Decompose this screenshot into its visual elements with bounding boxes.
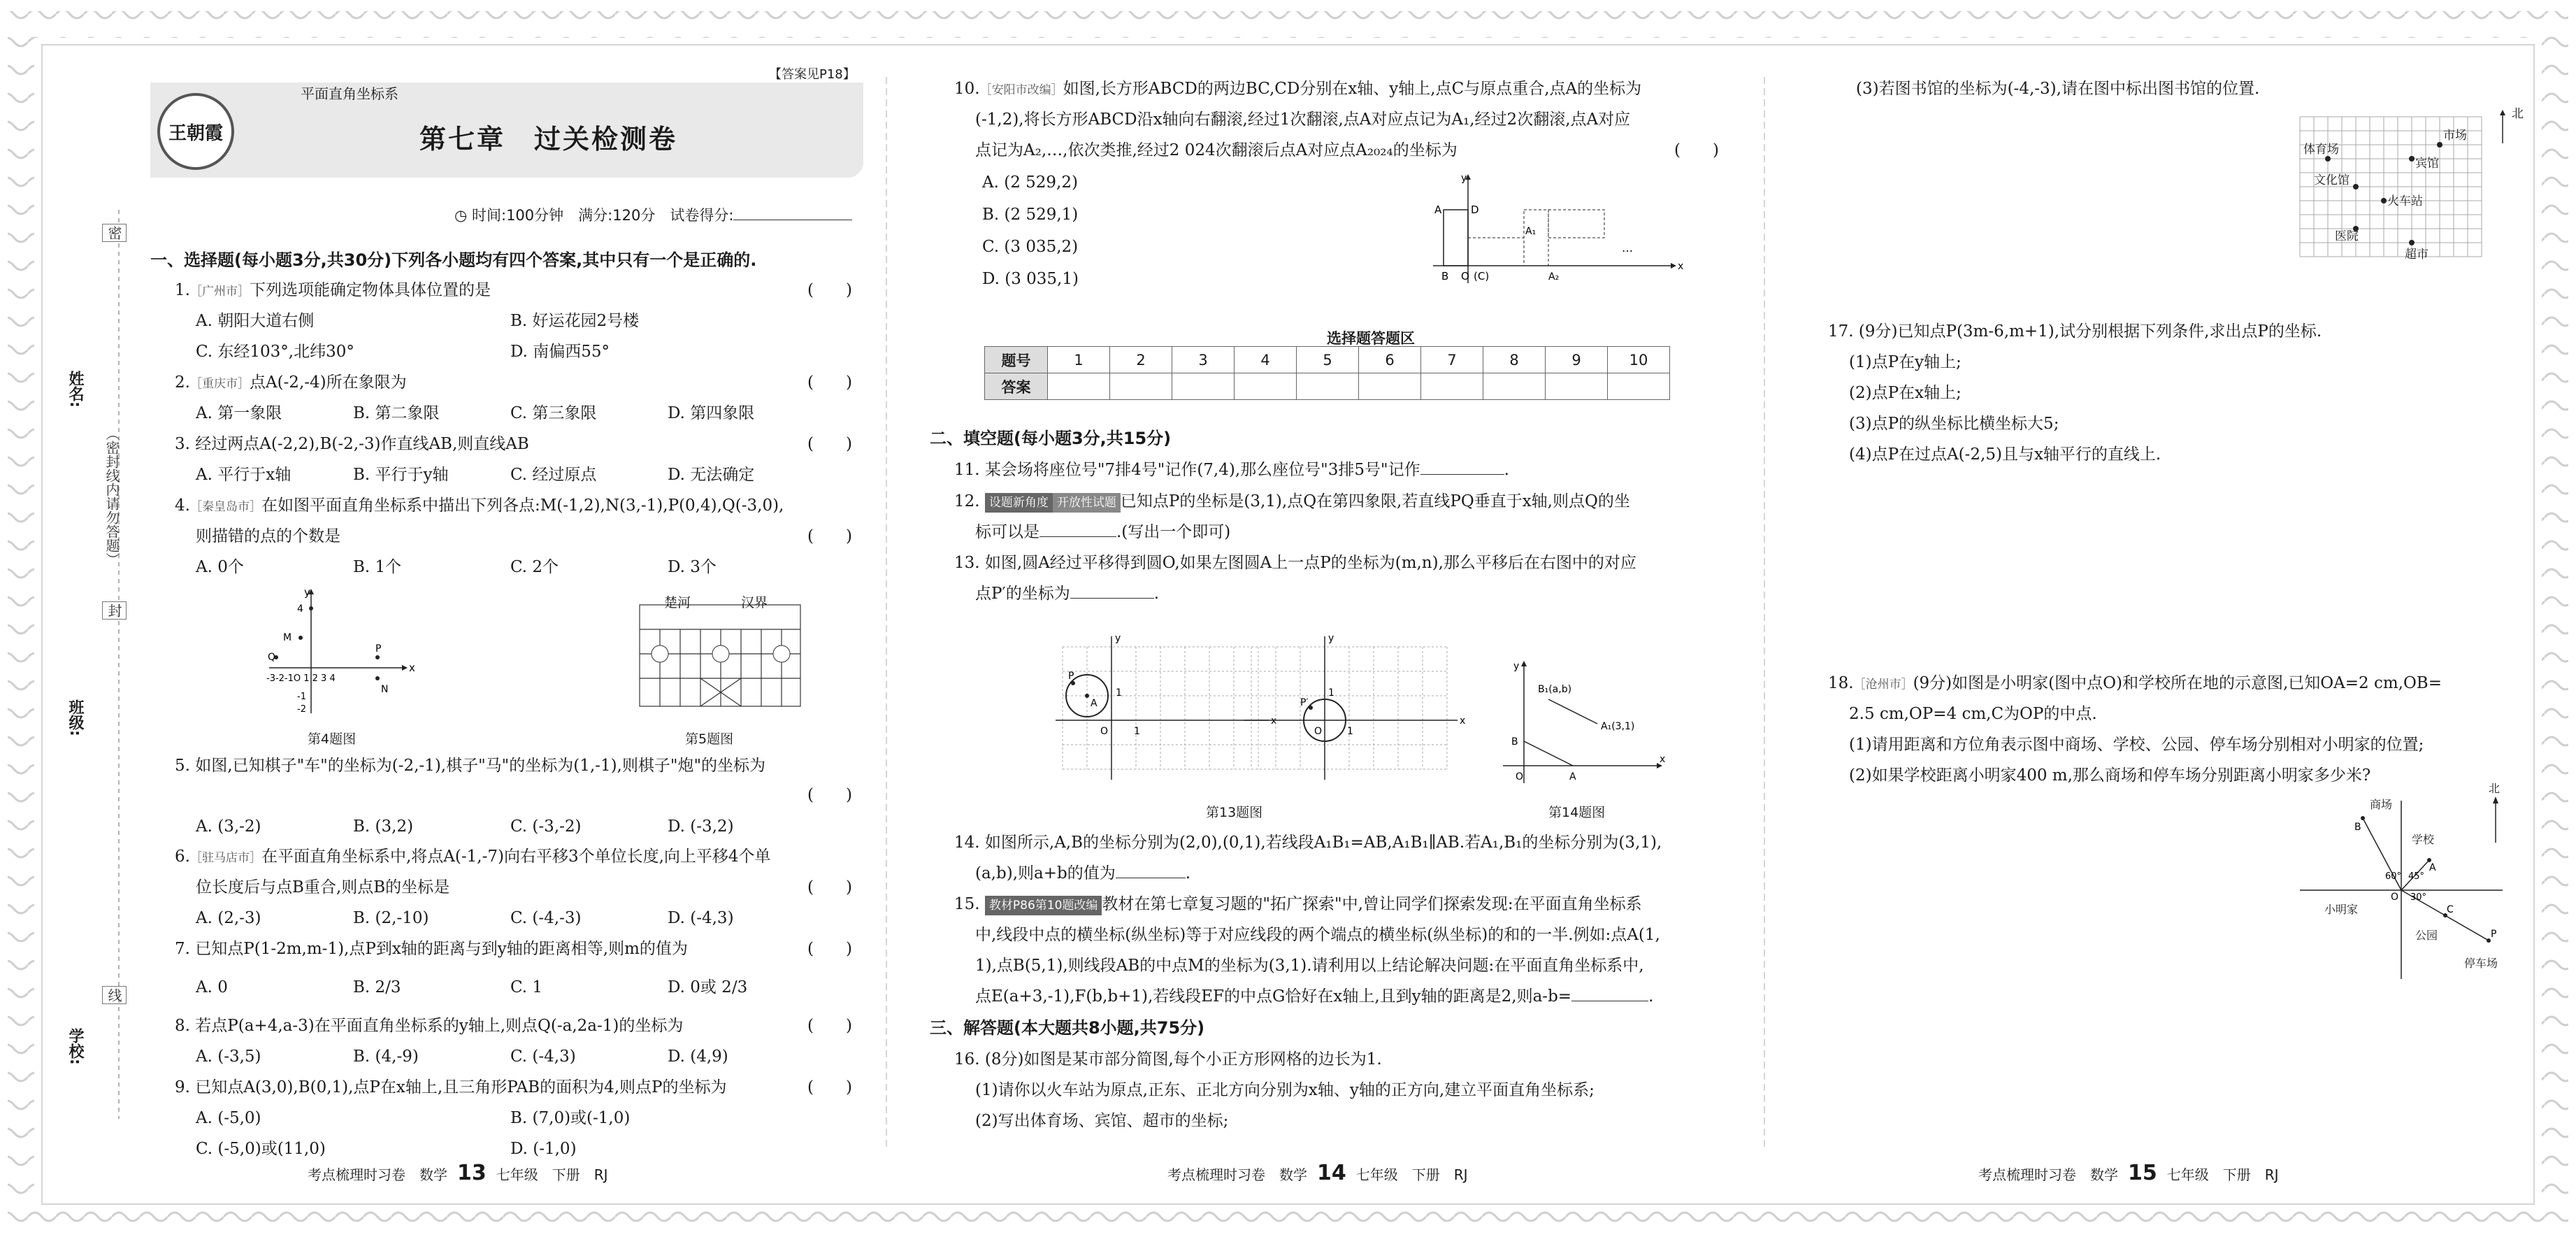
q2-number: 2. xyxy=(175,373,190,392)
q9-option-c: C. (-5,0)或(11,0) xyxy=(196,1140,326,1158)
q18-line2: 2.5 cm,OP=4 cm,C为OP的中点. xyxy=(1849,705,2097,723)
q2-option-c: C. 第三象限 xyxy=(510,404,597,422)
answer-table-num: 8 xyxy=(1483,347,1546,373)
map-north-label: 北 xyxy=(2512,107,2524,121)
answer-table-num: 1 xyxy=(1048,347,1110,373)
q5-option-a: A. (3,-2) xyxy=(196,817,261,836)
svg-text:B: B xyxy=(2354,822,2361,833)
q6-option-a: A. (2,-3) xyxy=(196,909,261,927)
seal-mark-2: 封 xyxy=(102,601,127,620)
q14-line2: (a,b),则a+b的值为 . xyxy=(975,864,1191,882)
q3-answer-paren[interactable]: ( ) xyxy=(807,435,852,453)
q3-option-a: A. 平行于x轴 xyxy=(196,466,292,484)
q5-option-d: D. (-3,2) xyxy=(668,817,734,836)
svg-text:1: 1 xyxy=(1347,726,1353,737)
q2-option-b: B. 第二象限 xyxy=(353,404,440,422)
q2-tag: ［重庆市］ xyxy=(189,377,250,391)
answer-table-answer-row xyxy=(985,373,1670,400)
svg-text:-3-2-1O 1 2 3 4: -3-2-1O 1 2 3 4 xyxy=(266,673,336,684)
q3-option-d: D. 无法确定 xyxy=(668,466,755,484)
answer-cell[interactable] xyxy=(1421,373,1483,400)
q9-answer-paren[interactable]: ( ) xyxy=(807,1078,852,1096)
answer-table-row2-label: 答案 xyxy=(985,373,1048,400)
answer-table-num: 7 xyxy=(1421,347,1483,373)
q10-tag: ［安阳市改编］ xyxy=(979,83,1063,97)
q12-text xyxy=(954,486,1630,517)
q13-line1: 13. 如图,圆A经过平移得到圆O,如果左图圆A上一点P的坐标为(m,n),那么平移后在右图中的对应 xyxy=(954,554,1636,572)
clock-icon: ◷ xyxy=(454,207,472,224)
svg-text:x: x xyxy=(1660,754,1666,765)
svg-text:x: x xyxy=(1271,715,1277,727)
q5-option-c: C. (-3,-2) xyxy=(510,817,582,836)
q9-option-a: A. (-5,0) xyxy=(196,1109,261,1127)
svg-text:O: O xyxy=(1516,771,1524,782)
fig18-label-school: 学校 xyxy=(2412,833,2435,846)
q4-option-b: B. 1个 xyxy=(353,558,402,576)
page-title: 第七章 过关检测卷 xyxy=(419,124,678,155)
figure-4-caption: 第4题图 xyxy=(308,731,357,747)
angle-label-60: 60° xyxy=(2385,871,2402,882)
q6-stem-line2: 位长度后与点B重合,则点B的坐标是 xyxy=(196,878,450,896)
q4-stem xyxy=(175,490,784,522)
q6-option-d: D. (-4,3) xyxy=(668,909,734,927)
q9-option-d: D. (-1,0) xyxy=(510,1140,577,1158)
class-label: 班级: xyxy=(66,699,84,736)
figure-13-right-grid xyxy=(1237,633,1468,790)
svg-text:A: A xyxy=(1569,771,1576,782)
figure-10-rolling-rectangle xyxy=(1419,171,1685,287)
map-label-stadium: 体育场 xyxy=(2303,143,2339,157)
q4-option-d: D. 3个 xyxy=(668,558,717,576)
fig18-label-home: 小明家 xyxy=(2324,903,2359,916)
page-number: 13 xyxy=(457,1161,487,1185)
svg-text:O: O xyxy=(2391,892,2399,903)
q7-option-d: D. 0或 2/3 xyxy=(668,978,748,996)
q18-line1-text: (9分)如图是小明家(图中点O)和学校所在地的示意图,已知OA=2 cm,OB= xyxy=(1913,674,2442,692)
svg-text:y: y xyxy=(1115,633,1121,644)
q1-stem xyxy=(175,275,491,307)
seal-mark: 密 xyxy=(102,224,127,242)
svg-text:A₁(3,1): A₁(3,1) xyxy=(1601,721,1635,732)
answer-cell[interactable] xyxy=(1110,373,1172,400)
q7-stem: 7. 已知点P(1-2m,m-1),点P到x轴的距离与到y轴的距离相等,则m的值为 xyxy=(175,940,688,958)
q17-line2: (1)点P在y轴上; xyxy=(1849,353,1962,371)
publisher-logo xyxy=(157,93,234,170)
q10-line2: (-1,2),将长方形ABCD沿x轴向右翻滚,经过1次翻滚,点A对应点记为A₁,经过2次翻滚,点A对应 xyxy=(975,110,1631,129)
svg-text:1: 1 xyxy=(1134,726,1140,737)
q4-number: 4. xyxy=(175,496,190,515)
q2-stem xyxy=(175,367,407,399)
q12-badge-open: 开放性试题 xyxy=(1053,493,1121,513)
answer-cell[interactable] xyxy=(1608,373,1670,400)
q12-blank[interactable] xyxy=(1039,536,1116,537)
seal-note: （密封线内请勿答题） xyxy=(103,427,120,566)
map-label-supermarket: 超市 xyxy=(2405,248,2429,262)
q12-badge-new-angle: 设题新角度 xyxy=(985,493,1053,513)
fig18-north-label: 北 xyxy=(2489,782,2501,795)
q10-option-c: C. (3 035,2) xyxy=(982,238,1079,256)
q13-line2: 点P′的坐标为 . xyxy=(975,585,1160,603)
fig18-label-mall: 商场 xyxy=(2370,798,2393,811)
svg-text:x: x xyxy=(1678,261,1684,272)
q5-answer-paren[interactable]: ( ) xyxy=(807,786,852,804)
q2-text: 点A(-2,-4)所在象限为 xyxy=(249,373,407,392)
exam-info xyxy=(454,204,852,225)
svg-text:-2: -2 xyxy=(297,704,306,715)
q7-option-b: B. 2/3 xyxy=(353,978,401,996)
answer-table xyxy=(984,346,1670,400)
q17-line3: (2)点P在x轴上; xyxy=(1849,384,1962,402)
figure-13-caption: 第13题图 xyxy=(1206,805,1263,820)
fig18-label-park: 公园 xyxy=(2415,929,2438,942)
svg-text:y: y xyxy=(1461,173,1467,184)
page-number: 15 xyxy=(2128,1161,2157,1185)
q1-tag: ［广州市］ xyxy=(189,285,250,299)
q4-tag: ［秦皇岛市］ xyxy=(189,500,261,514)
footer-page-14 xyxy=(1167,1161,1468,1185)
q16-line1: 16. (8分)如图是某市部分简图,每个小正方形网格的边长为1. xyxy=(954,1050,1382,1068)
svg-text:A: A xyxy=(1434,203,1442,216)
map-label-hotel: 宾馆 xyxy=(2415,157,2439,171)
svg-text:…: … xyxy=(1622,241,1633,255)
q17-line4: (3)点P的纵坐标比横坐标大5; xyxy=(1849,415,2059,433)
svg-text:4: 4 xyxy=(297,603,303,615)
svg-text:C: C xyxy=(2447,904,2454,915)
q6-number: 6. xyxy=(175,848,190,866)
svg-text:(C): (C) xyxy=(1474,270,1490,283)
svg-text:D: D xyxy=(1471,203,1479,216)
q4-text: 在如图平面直角坐标系中描出下列各点:M(-1,2),N(3,-1),P(0,4),Q(-3,0), xyxy=(261,496,784,515)
answer-table-row1-label: 题号 xyxy=(985,347,1048,373)
q12-line2 xyxy=(975,517,1230,548)
angle-label-45: 45° xyxy=(2408,871,2425,882)
q8-stem: 8. 若点P(a+4,a-3)在平面直角坐标系的y轴上,则点Q(-a,2a-1)的坐标为 xyxy=(175,1017,684,1035)
q12-line2-text: 标可以是 xyxy=(975,523,1039,541)
q1-option-a: A. 朝阳大道右侧 xyxy=(196,312,315,330)
svg-text:A: A xyxy=(1091,698,1098,709)
fig18-label-parking: 停车场 xyxy=(2464,957,2498,970)
q15-badge-textbook: 教材P86第10题改编 xyxy=(985,896,1102,915)
q3-option-c: C. 经过原点 xyxy=(510,466,597,484)
q12-line1: 已知点P的坐标是(3,1),点Q在第四象限,若直线PQ垂直于x轴,则点Q的坐 xyxy=(1120,492,1630,510)
answer-cell[interactable] xyxy=(1048,373,1110,400)
chess-river-han: 汉界 xyxy=(741,595,768,610)
svg-text:A₁: A₁ xyxy=(1525,226,1537,237)
svg-text:N: N xyxy=(381,684,389,695)
q6-text: 在平面直角坐标系中,将点A(-1,-7)向右平移3个单位长度,向上平移4个单 xyxy=(261,848,771,866)
q9-option-b: B. (7,0)或(-1,0) xyxy=(510,1109,631,1127)
q16-line4: (3)若图书馆的坐标为(-4,-3),请在图中标出图书馆的位置. xyxy=(1856,80,2260,98)
q10-number: 10. xyxy=(954,80,980,98)
angle-label-30: 30° xyxy=(2410,892,2427,903)
figure-4-coordinate-plot xyxy=(262,587,444,720)
footer-page-15 xyxy=(1978,1161,2279,1185)
q18-line3: (1)请用距离和方位角表示图中商场、学校、公园、停车场分别相对小明家的位置; xyxy=(1849,736,2424,754)
svg-text:P: P xyxy=(375,643,382,655)
answer-table-title: 选择题答题区 xyxy=(1327,330,1415,347)
topic-label: 平面直角坐标系 xyxy=(301,85,398,102)
name-label: 姓名: xyxy=(66,371,84,408)
answer-cell[interactable] xyxy=(1483,373,1546,400)
footer-left-text: 考点梳理时习卷 数学 xyxy=(1167,1166,1307,1183)
q1-text: 下列选项能确定物体具体位置的是 xyxy=(249,281,491,299)
figure-14-caption: 第14题图 xyxy=(1548,805,1606,820)
answer-cell[interactable] xyxy=(1297,373,1359,400)
svg-text:-1: -1 xyxy=(297,692,306,702)
q3-option-b: B. 平行于y轴 xyxy=(353,466,449,484)
answer-table-num: 3 xyxy=(1172,347,1235,373)
svg-text:A₂: A₂ xyxy=(1548,271,1560,283)
answer-cell[interactable] xyxy=(1172,373,1235,400)
q8-option-a: A. (-3,5) xyxy=(196,1048,261,1066)
section-2-title: 二、填空题(每小题3分,共15分) xyxy=(930,429,1172,448)
q12-line2-tail: .(写出一个即可) xyxy=(1116,523,1231,541)
answer-table-header-row xyxy=(985,347,1670,373)
q1-option-d: D. 南偏西55° xyxy=(510,343,610,361)
svg-text:Q: Q xyxy=(268,652,276,663)
svg-text:O: O xyxy=(1100,726,1109,737)
svg-text:O: O xyxy=(1461,270,1469,283)
svg-text:M: M xyxy=(283,632,292,643)
answer-table-num: 6 xyxy=(1359,347,1421,373)
svg-text:y: y xyxy=(1513,661,1520,672)
q10-option-b: B. (2 529,1) xyxy=(982,206,1079,224)
q11-text: 11. 某会场将座位号"7排4号"记作(7,4),那么座位号"3排5号"记作 . xyxy=(954,461,1509,479)
q11-blank[interactable] xyxy=(1420,474,1504,475)
svg-text:O: O xyxy=(1314,726,1323,737)
q4-stem-line2: 则描错的点的个数是 xyxy=(196,527,340,545)
q6-tag: ［驻马店市］ xyxy=(189,851,261,865)
svg-text:B₁(a,b): B₁(a,b) xyxy=(1538,684,1572,695)
svg-text:B: B xyxy=(1511,736,1518,748)
svg-text:1: 1 xyxy=(1328,687,1334,699)
map-label-market: 市场 xyxy=(2443,129,2467,143)
q10-line1: 如图,长方形ABCD的两边BC,CD分别在x轴、y轴上,点C与原点重合,点A的坐标为 xyxy=(1063,80,1642,98)
answer-table-num: 5 xyxy=(1297,347,1359,373)
map-label-hospital: 医院 xyxy=(2335,229,2359,243)
footer-right-text: 七年级 下册 RJ xyxy=(1355,1166,1468,1183)
q1-option-b: B. 好运花园2号楼 xyxy=(510,312,640,330)
logo-text: 王朝霞 xyxy=(168,122,223,144)
q5-stem: 5. 如图,已知棋子"车"的坐标为(-2,-1),棋子"马"的坐标为(1,-1),则棋子"炮"的坐标为 xyxy=(175,757,766,775)
seal-mark-3: 线 xyxy=(102,986,127,1004)
q18-tag: ［沧州市］ xyxy=(1853,678,1913,692)
footer-right-text: 七年级 下册 RJ xyxy=(496,1166,608,1183)
q7-answer-paren[interactable]: ( ) xyxy=(807,940,852,958)
q4-option-c: C. 2个 xyxy=(510,558,559,576)
q15-number: 15. xyxy=(954,895,980,913)
q11-stem: 11. 某会场将座位号"7排4号"记作(7,4),那么座位号"3排5号"记作 xyxy=(954,461,1420,479)
q6-option-b: B. (2,-10) xyxy=(353,909,429,927)
footer-left-text: 考点梳理时习卷 数学 xyxy=(1978,1166,2118,1183)
exam-info-text: 时间:100分钟 满分:120分 试卷得分: xyxy=(472,207,734,224)
svg-text:P: P xyxy=(1068,671,1074,682)
q4-answer-paren[interactable]: ( ) xyxy=(807,527,852,545)
q18-line1 xyxy=(1828,668,2442,700)
chess-river-chu: 楚河 xyxy=(664,595,691,610)
q4-option-a: A. 0个 xyxy=(196,558,244,576)
q10-option-d: D. (3 035,1) xyxy=(982,270,1079,288)
footer-page-13 xyxy=(308,1161,608,1185)
figure-5-chess-board xyxy=(636,601,804,713)
q8-option-d: D. (4,9) xyxy=(668,1048,728,1066)
q6-answer-paren[interactable]: ( ) xyxy=(807,878,852,896)
q15-line1 xyxy=(954,889,1642,920)
q15-line4: 点E(a+3,-1),F(b,b+1),若线段EF的中点G恰好在x轴上,且到y轴的距离是2,则a-b= . xyxy=(975,987,1654,1006)
svg-text:1: 1 xyxy=(1116,687,1122,699)
q15-line2: 中,线段中点的横坐标(纵坐标)等于对应线段的两个端点的横坐标(纵坐标)的和的一半.例如:点A(1, xyxy=(975,926,1660,944)
svg-text:y: y xyxy=(304,586,310,599)
q2-option-d: D. 第四象限 xyxy=(668,404,755,422)
svg-text:P′: P′ xyxy=(1300,697,1309,708)
q13-blank[interactable] xyxy=(1070,598,1154,599)
q7-option-c: C. 1 xyxy=(510,978,543,996)
q8-answer-paren[interactable]: ( ) xyxy=(807,1017,852,1035)
footer-left-text: 考点梳理时习卷 数学 xyxy=(308,1166,447,1183)
answer-table-num: 9 xyxy=(1546,347,1608,373)
answer-cell[interactable] xyxy=(1235,373,1297,400)
q18-number: 18. xyxy=(1828,674,1854,692)
q16-line2: (1)请你以火车站为原点,正东、正北方向分别为x轴、y轴的正方向,建立平面直角坐标系; xyxy=(975,1081,1595,1099)
q2-answer-paren[interactable]: ( ) xyxy=(807,373,852,392)
figure-5-caption: 第5题图 xyxy=(685,731,734,747)
q15-line3: 1),点B(5,1),则线段AB的中点M的坐标为(3,1).请利用以上结论解决问题:在平面直角坐标系中, xyxy=(975,957,1644,975)
q3-stem: 3. 经过两点A(-2,2),B(-2,-3)作直线AB,则直线AB xyxy=(175,435,529,453)
answer-cell[interactable] xyxy=(1359,373,1421,400)
svg-text:y: y xyxy=(1328,633,1334,644)
q5-option-b: B. (3,2) xyxy=(353,817,414,836)
map-label-train-station: 火车站 xyxy=(2387,194,2423,208)
q15-line4-text: 点E(a+3,-1),F(b,b+1),若线段EF的中点G恰好在x轴上,且到y轴的距离是2,则a-b= xyxy=(975,987,1572,1006)
q2-option-a: A. 第一象限 xyxy=(196,404,282,422)
q18-line4: (2)如果学校距离小明家400 m,那么商场和停车场分别距离小明家多少米? xyxy=(1849,766,2371,785)
svg-text:A: A xyxy=(2429,862,2436,873)
q14-line2-text: (a,b),则a+b的值为 xyxy=(975,864,1116,882)
answer-table-num: 2 xyxy=(1110,347,1172,373)
answer-table-num: 4 xyxy=(1235,347,1297,373)
q17-line5: (4)点P在过点A(-2,5)且与x轴平行的直线上. xyxy=(1849,445,2161,464)
q16-city-map-grid xyxy=(2300,108,2524,311)
q10-line3: 点记为A₂,…,依次类推,经过2 024次翻滚后点A对应点A₂₀₂₄的坐标为 xyxy=(975,141,1458,159)
q17-line1: 17. (9分)已知点P(3m-6,m+1),试分别根据下列条件,求出点P的坐标. xyxy=(1828,322,2322,341)
q12-number: 12. xyxy=(954,492,980,510)
q14-line1: 14. 如图所示,A,B的坐标分别为(2,0),(0,1),若线段A₁B₁=AB,A₁B₁∥AB.若A₁,B₁的坐标分别为(3,1), xyxy=(954,834,1662,852)
q1-answer-paren[interactable]: ( ) xyxy=(807,281,852,299)
q15-line1-text: 教材在第七章复习题的"拓广探索"中,曾让同学们探索发现:在平面直角坐标系 xyxy=(1102,895,1642,913)
q10-option-a: A. (2 529,2) xyxy=(982,173,1078,192)
q9-stem: 9. 已知点A(3,0),B(0,1),点P在x轴上,且三角形PAB的面积为4,则点P的坐标为 xyxy=(175,1078,727,1096)
q8-option-b: B. (4,-9) xyxy=(353,1048,419,1066)
q6-stem xyxy=(175,841,771,873)
answer-cell[interactable] xyxy=(1546,373,1608,400)
q1-option-c: C. 东经103°,北纬30° xyxy=(196,343,354,361)
answer-reference: 【答案见P18】 xyxy=(769,67,856,82)
footer-right-text: 七年级 下册 RJ xyxy=(2166,1166,2279,1183)
school-label: 学校: xyxy=(66,1028,84,1065)
q16-line3: (2)写出体育场、宾馆、超市的坐标; xyxy=(975,1112,1229,1130)
svg-text:x: x xyxy=(409,662,415,674)
svg-text:B: B xyxy=(1441,270,1449,283)
page-number: 14 xyxy=(1317,1161,1346,1185)
svg-text:x: x xyxy=(1460,715,1466,727)
svg-text:P: P xyxy=(2491,929,2497,940)
q8-option-c: C. (-4,3) xyxy=(510,1048,576,1066)
q1-number: 1. xyxy=(175,281,190,299)
q10-stem xyxy=(954,73,1641,106)
q10-answer-paren[interactable]: ( ) xyxy=(1674,141,1719,159)
q7-option-a: A. 0 xyxy=(196,978,228,996)
answer-table-num: 10 xyxy=(1608,347,1670,373)
map-label-culture-hall: 文化馆 xyxy=(2314,173,2350,187)
q6-option-c: C. (-4,-3) xyxy=(510,909,582,927)
section-3-title: 三、解答题(本大题共8小题,共75分) xyxy=(930,1018,1205,1038)
figure-18-direction-diagram xyxy=(2293,794,2510,982)
q13-line2-text: 点P′的坐标为 xyxy=(975,585,1070,603)
figure-14-segments xyxy=(1489,661,1664,790)
section-1-title: 一、选择题(每小题3分,共30分)下列各小题均有四个答案,其中只有一个是正确的. xyxy=(150,250,757,270)
